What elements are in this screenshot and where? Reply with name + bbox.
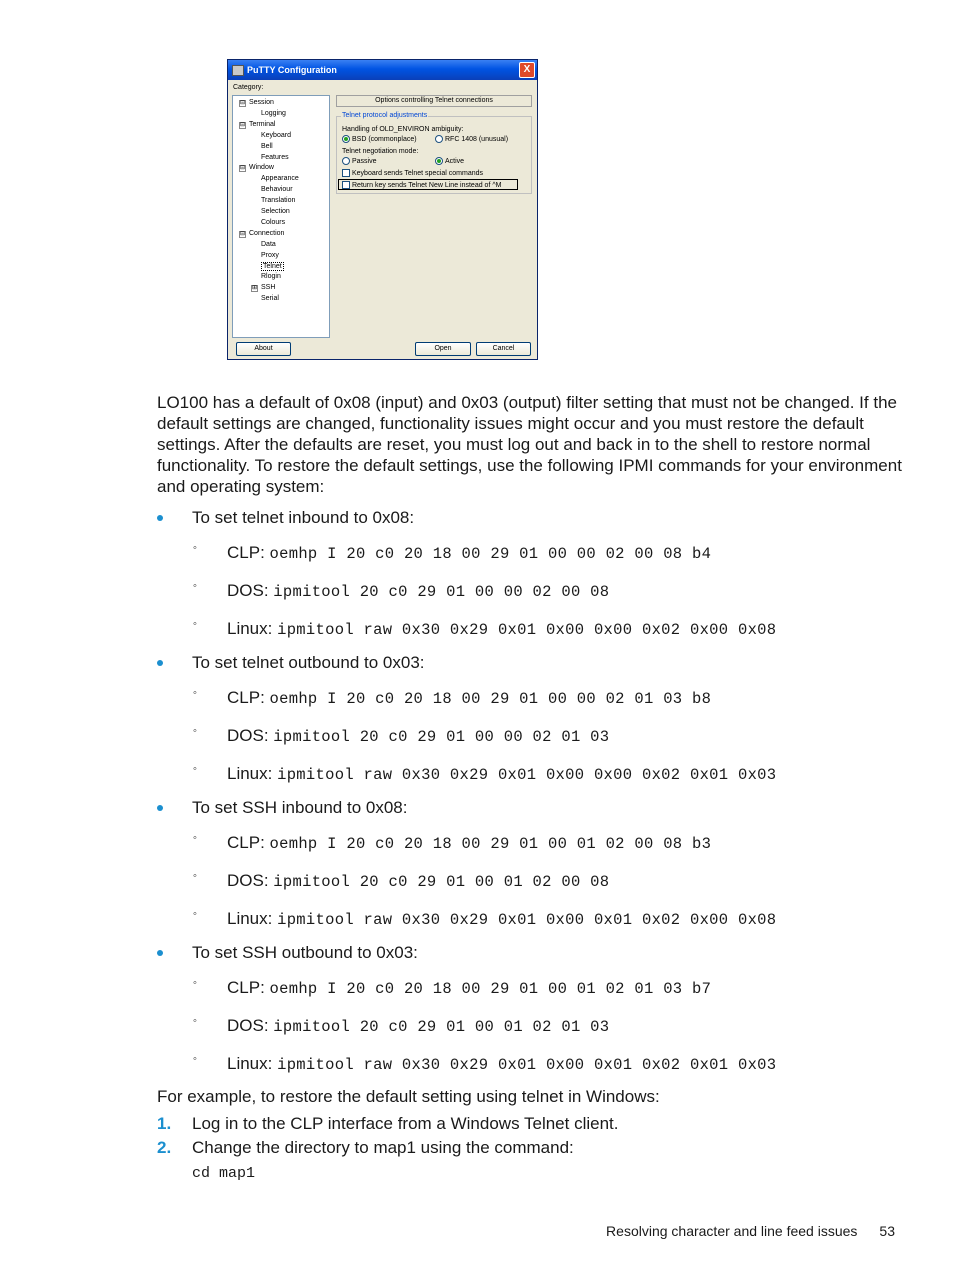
sub-bullet-icon: ◦ [193,580,197,592]
tree-item-serial[interactable]: Serial [261,295,279,303]
putty-configuration-screenshot [227,59,538,360]
command-line [227,764,776,785]
active-radio[interactable]: Active [435,157,464,166]
command-os-label: DOS: [227,1016,269,1035]
page-number: 53 [879,1223,895,1239]
radio-icon [342,157,350,165]
keyboard-checkbox[interactable]: Keyboard sends Telnet special commands [342,169,483,178]
putty-title-bar [228,60,537,80]
command-line [227,871,609,892]
command-code: oemhp I 20 c0 20 18 00 29 01 00 00 02 01 03 b8 [269,690,712,708]
negotiation-label: Telnet negotiation mode: [342,148,419,155]
tree-item-session[interactable]: Session [249,99,274,106]
bullet-icon [157,805,163,811]
bullet-text: To set SSH inbound to 0x08: [192,798,408,817]
return-key-checkbox[interactable]: Return key sends Telnet New Line instead of ^M [342,181,501,190]
sub-bullet-icon: ◦ [193,763,197,775]
sub-bullet-icon: ◦ [193,687,197,699]
checkbox-icon [342,181,350,189]
intro-paragraph: LO100 has a default of 0x08 (input) and 0x03 (output) filter setting that must not be changed. If the default settings are changed, functionality issues might occur and you must restore the default settings. After the defaults are reset, you must log out and back in to the shell to restore normal functionality. To restore the default settings, use the following IPMI commands for your environment and operating system: [157,393,902,496]
environ-label: Handling of OLD_ENVIRON ambiguity: [342,126,464,133]
rfc-radio[interactable]: RFC 1408 (unusual) [435,135,508,144]
command-line [227,1054,776,1075]
tree-expander-icon[interactable]: ⊟ [240,100,246,106]
command-code: ipmitool 20 c0 29 01 00 01 02 01 03 [273,1018,610,1036]
tree-expander-icon[interactable]: ⊞ [252,285,258,292]
tree-item-proxy[interactable]: Proxy [261,251,279,259]
about-button[interactable]: About [236,342,291,356]
tree-item-bell[interactable]: Bell [261,142,273,150]
command-os-label: CLP: [227,543,265,562]
command-line [227,619,776,640]
bullet-icon [157,950,163,956]
step-text: Log in to the CLP interface from a Windows Telnet client. [192,1114,619,1133]
command-os-label: Linux: [227,764,273,783]
command-os-label: CLP: [227,978,265,997]
command-line [227,978,711,999]
command-line [227,909,776,930]
tree-item-logging[interactable]: Logging [261,109,286,117]
command-code: oemhp I 20 c0 20 18 00 29 01 00 01 02 01 03 b7 [269,980,712,998]
command-code: ipmitool raw 0x30 0x29 0x01 0x00 0x01 0x02 0x00 0x08 [277,911,777,929]
bullet-text: To set telnet outbound to 0x03: [192,653,425,672]
step-number: 2. [157,1138,172,1157]
sub-bullet-icon: ◦ [193,1053,197,1065]
tree-item-features[interactable]: Features [261,153,289,161]
step-text: Change the directory to map1 using the command: [192,1138,574,1157]
command-code: ipmitool raw 0x30 0x29 0x01 0x00 0x01 0x02 0x01 0x03 [277,1056,777,1074]
command-os-label: Linux: [227,619,273,638]
command-code: ipmitool raw 0x30 0x29 0x01 0x00 0x00 0x02 0x01 0x03 [277,766,777,784]
command-os-label: DOS: [227,871,269,890]
command-code: ipmitool 20 c0 29 01 00 00 02 01 03 [273,728,610,746]
command-line [227,688,711,709]
bullet-text: To set SSH outbound to 0x03: [192,943,418,962]
category-label: Category: [233,84,264,91]
radio-icon [435,135,443,143]
putty-title: PuTTY Configuration [247,65,337,75]
close-icon[interactable]: X [519,62,535,78]
tree-item-telnet[interactable]: Telnet [263,262,282,270]
command-os-label: Linux: [227,1054,273,1073]
command-code: ipmitool raw 0x30 0x29 0x01 0x00 0x00 0x02 0x00 0x08 [277,621,777,639]
command-code: ipmitool 20 c0 29 01 00 00 02 00 08 [273,583,610,601]
radio-selected-icon [342,135,350,143]
putty-app-icon [232,65,244,76]
example-intro: For example, to restore the default setting using telnet in Windows: [157,1087,660,1106]
code-block: cd map1 [192,1165,256,1182]
tree-expander-icon[interactable]: ⊟ [240,165,246,172]
sub-bullet-icon: ◦ [193,618,197,630]
sub-bullet-icon: ◦ [193,870,197,882]
bullet-icon [157,515,163,521]
sub-bullet-icon: ◦ [193,725,197,737]
page-footer [606,1222,895,1240]
tree-item-rlogin[interactable]: Rlogin [261,273,281,281]
tree-item-window[interactable]: Window [249,164,274,172]
passive-radio[interactable]: Passive [342,157,377,166]
tree-item-connection[interactable]: Connection [249,229,285,237]
command-line [227,1016,609,1037]
command-line [227,726,609,747]
command-os-label: DOS: [227,726,269,745]
tree-item-terminal[interactable]: Terminal [249,120,276,128]
command-os-label: CLP: [227,688,265,707]
tree-expander-icon[interactable]: ⊟ [240,230,246,237]
footer-section-title: Resolving character and line feed issues [606,1223,858,1239]
tree-item-behaviour[interactable]: Behaviour [261,186,293,194]
cancel-button[interactable]: Cancel [476,342,531,356]
tree-item-data[interactable]: Data [261,240,276,248]
tree-expander-icon[interactable]: ⊟ [240,121,246,128]
sub-bullet-icon: ◦ [193,908,197,920]
command-line [227,543,711,564]
sub-bullet-icon: ◦ [193,832,197,844]
command-os-label: Linux: [227,909,273,928]
command-os-label: CLP: [227,833,265,852]
command-code: oemhp I 20 c0 20 18 00 29 01 00 00 02 00 08 b4 [269,545,712,563]
group-legend: Telnet protocol adjustments [342,112,428,119]
tree-item-colours[interactable]: Colours [261,218,286,226]
command-line [227,581,609,602]
category-tree[interactable] [232,95,330,338]
sub-bullet-icon: ◦ [193,1015,197,1027]
tree-item-selection[interactable]: Selection [261,208,290,215]
panel-title: Options controlling Telnet connections [336,95,532,107]
bullet-text: To set telnet inbound to 0x08: [192,508,415,527]
step-number: 1. [157,1114,172,1133]
sub-bullet-icon: ◦ [193,977,197,989]
command-os-label: DOS: [227,581,269,600]
tree-item-appearance[interactable]: Appearance [261,175,299,183]
bullet-icon [157,660,163,666]
command-line [227,833,711,854]
radio-selected-icon [435,157,443,165]
tree-item-ssh[interactable]: SSH [261,284,276,292]
checkbox-icon [342,169,350,177]
command-code: oemhp I 20 c0 20 18 00 29 01 00 01 02 00 08 b3 [269,835,712,853]
command-code: ipmitool 20 c0 29 01 00 01 02 00 08 [273,873,610,891]
tree-item-translation[interactable]: Translation [261,197,296,205]
tree-item-keyboard[interactable]: Keyboard [261,131,291,139]
sub-bullet-icon: ◦ [193,542,197,554]
open-button[interactable]: Open [415,342,471,356]
bsd-radio[interactable]: BSD (commonplace) [342,135,417,144]
